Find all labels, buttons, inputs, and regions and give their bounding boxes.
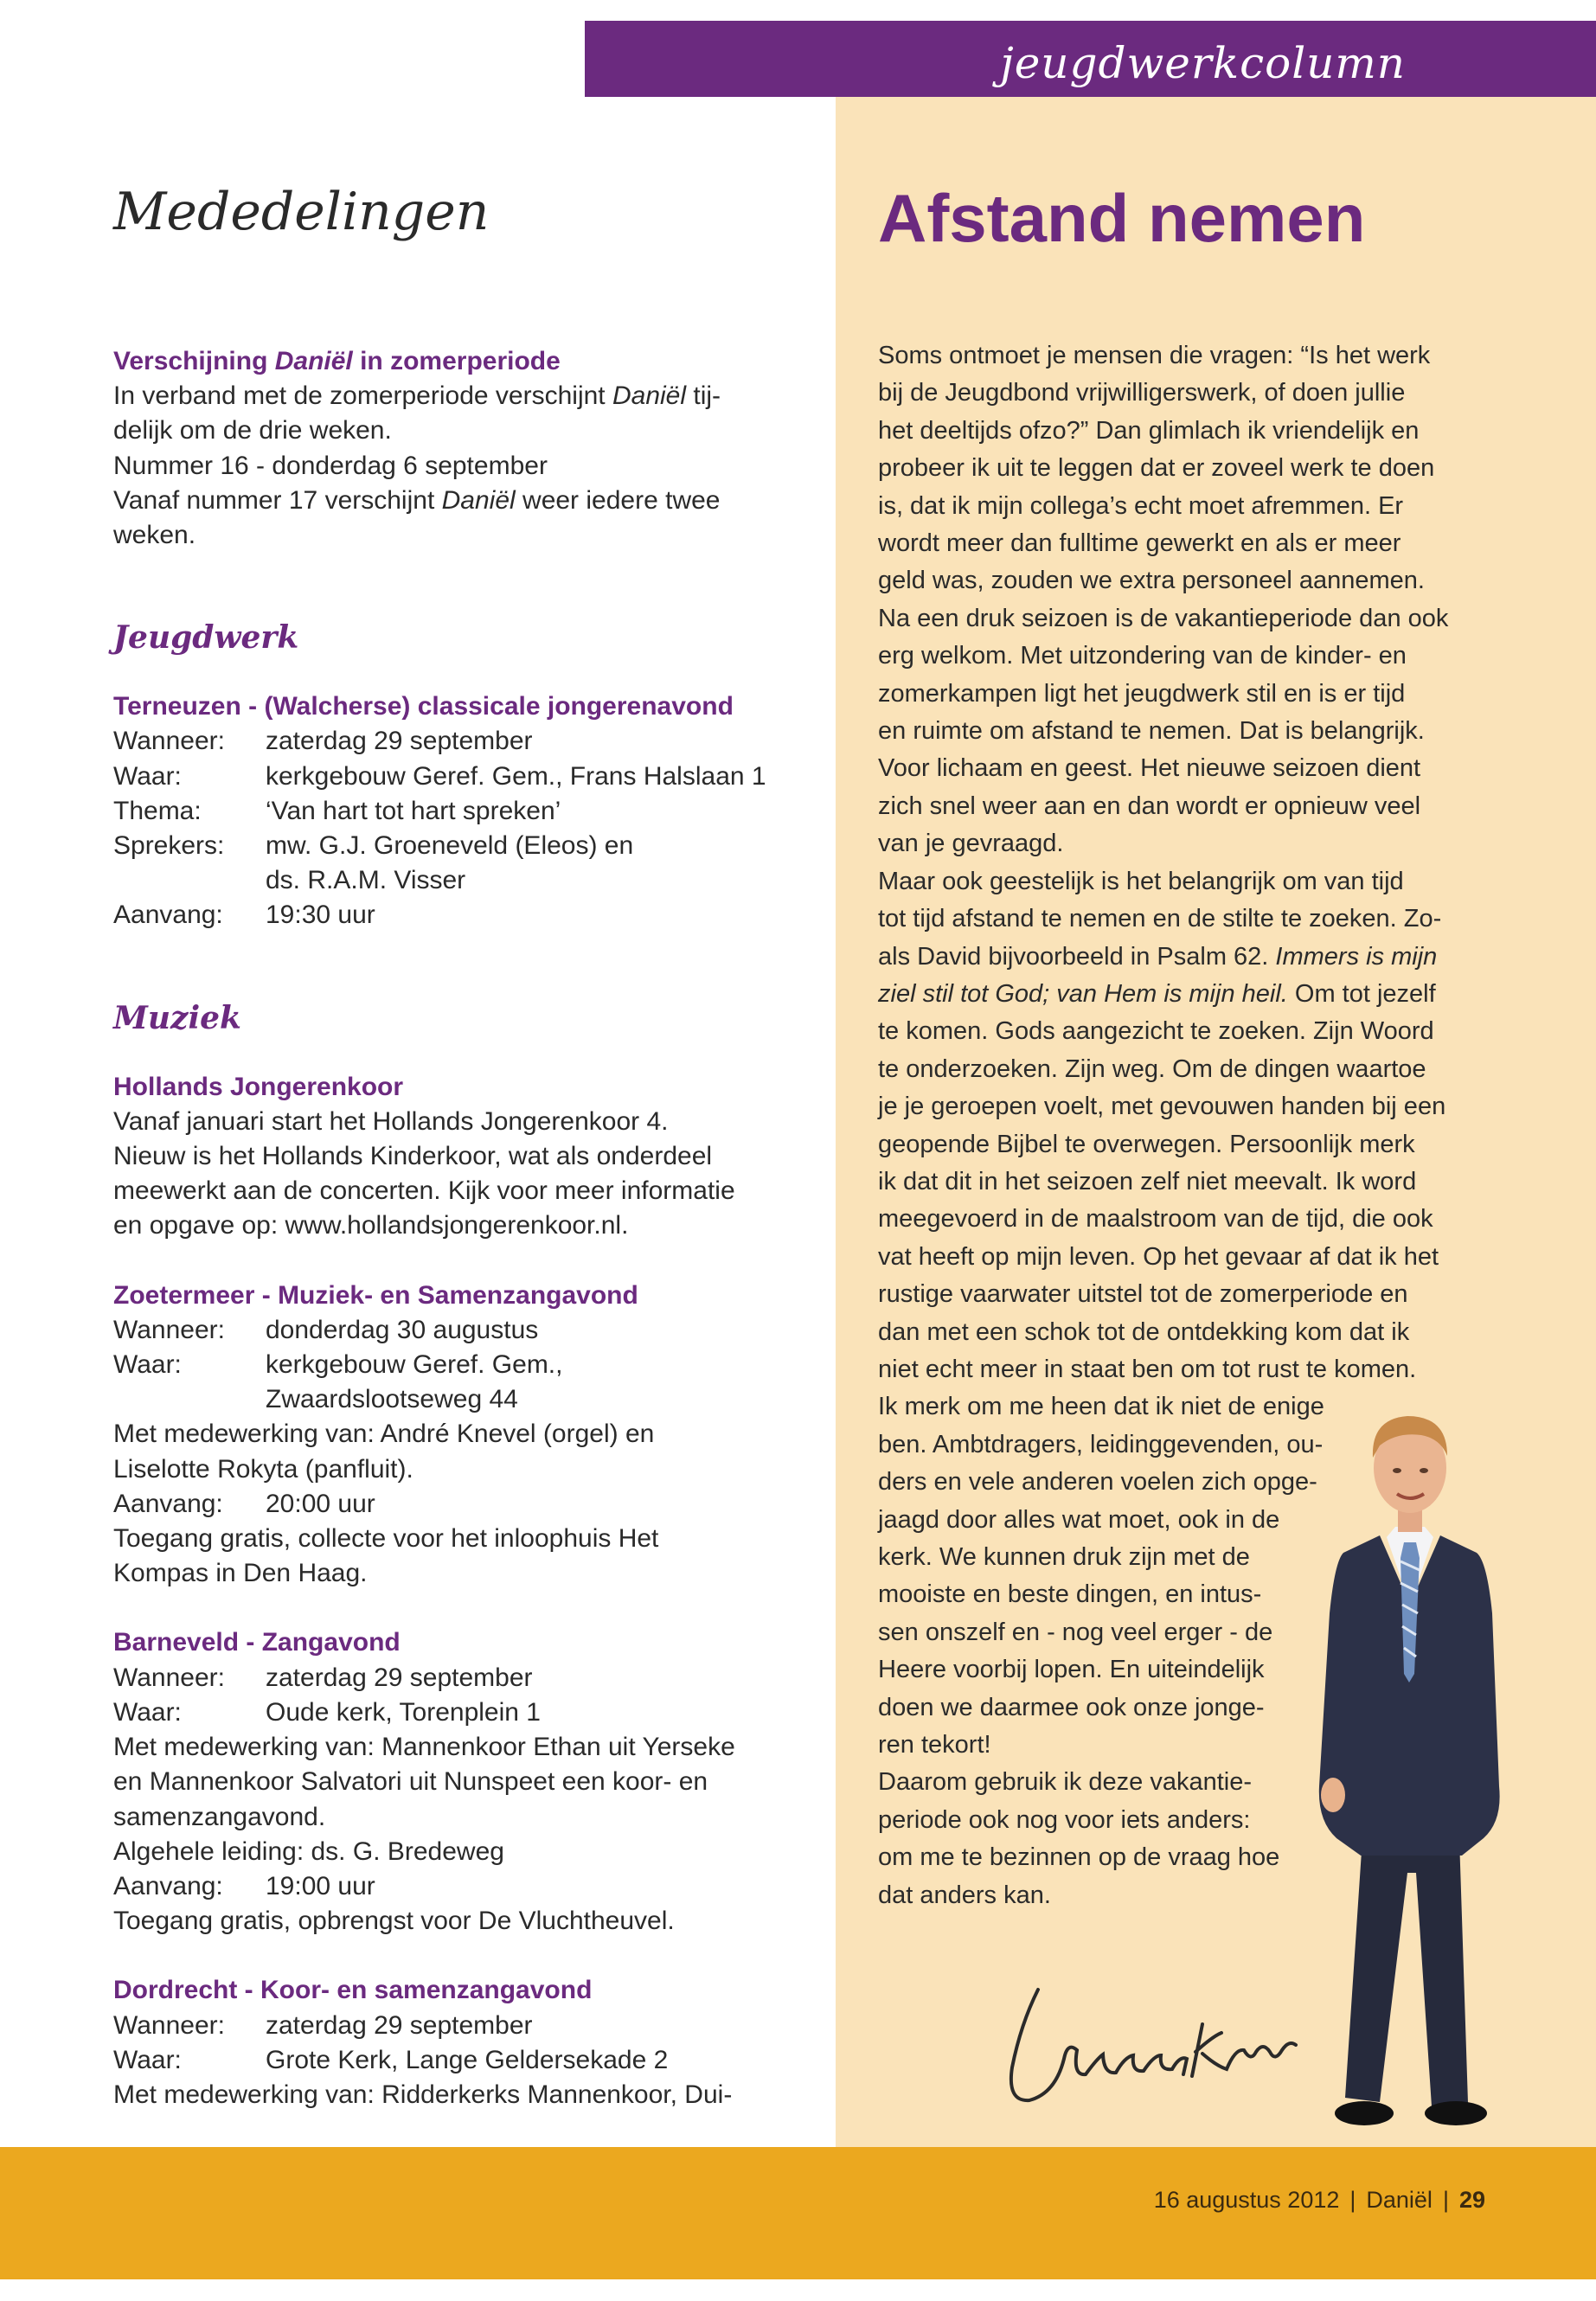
event-line: Toegang gratis, opbrengst voor De Vluchtheuvel. [113,1907,675,1936]
event-title-jongerenkoor: Hollands Jongerenkoor [113,1072,404,1101]
article-line: te komen. Gods aangezicht te zoeken. Zijn Woord [878,1017,1434,1046]
event-line: Toegang gratis, collecte voor het inloophuis Het [113,1524,659,1554]
article-line: periode ook nog voor iets anders: [878,1805,1251,1834]
event-detail-row: Waar: kerkgebouw Geref. Gem., Frans Halslaan 1 [113,761,766,791]
article-line: van je gevraagd. [878,830,1064,858]
event-detail-row: Aanvang: 19:00 uur [113,1871,375,1900]
author-photo [1311,1388,1509,2141]
article-line: niet echt meer in staat ben om tot rust te komen. [878,1355,1417,1383]
article-line: Maar ook geestelijk is het belangrijk om van tijd [878,867,1404,895]
article-line: erg welkom. Met uitzondering van de kinder- en [878,642,1407,670]
article-line: meegevoerd in de maalstroom van de tijd, die ook [878,1205,1433,1234]
article-line: dat anders kan. [878,1881,1051,1909]
article-line: Soms ontmoet je mensen die vragen: “Is het werk [878,342,1431,369]
article-line: is, dat ik mijn collega’s echt moet afremmen. Er [878,491,1404,520]
event-line: Kompas in Den Haag. [113,1559,368,1588]
article-line: mooiste en beste dingen, en intus- [878,1580,1262,1609]
page-footer [0,2147,1596,2279]
notice-line: In verband met de zomerperiode verschijnt Daniël tij- [113,381,721,411]
section-heading-muziek: Muziek [113,999,241,1036]
event-detail-row: Waar: kerkgebouw Geref. Gem., [113,1350,563,1380]
event-line: meewerkt aan de concerten. Kijk voor meer informatie [113,1176,735,1206]
article-line: en ruimte om afstand te nemen. Dat is belangrijk. [878,717,1425,746]
event-detail-row: ds. R.A.M. Visser [266,866,466,895]
article-line: te onderzoeken. Zijn weg. Om de dingen waartoe [878,1054,1426,1083]
article-line: ders en vele anderen voelen zich opge- [878,1468,1317,1497]
section-heading-jeugdwerk: Jeugdwerk [113,619,299,657]
article-line: het deeltijds ofzo?” Dan glimlach ik vriendelijk en [878,416,1420,445]
notice-line: weken. [113,521,196,550]
article-line: om me te bezinnen op de vraag hoe [878,1843,1280,1872]
article-line: probeer ik uit te leggen dat er zoveel werk te doen [878,454,1435,483]
article-line: sen onszelf en - nog veel erger - de [878,1618,1273,1646]
article-line: Ik merk om me heen dat ik niet de enige [878,1393,1324,1421]
event-detail-row: Sprekers: mw. G.J. Groeneveld (Eleos) en [113,831,634,861]
article-line: tot tijd afstand te nemen en de stilte te zoeken. Zo- [878,905,1442,933]
column-label: jeugdwerkcolumn [1000,38,1406,88]
event-line: samenzangavond. [113,1802,326,1831]
event-line: Nieuw is het Hollands Kinderkoor, wat als onderdeel [113,1142,713,1171]
article-line: ik dat dit in het seizoen zelf niet meevalt. Ik word [878,1167,1417,1195]
article-line: ziel stil tot God; van Hem is mijn heil. Om tot jezelf [878,979,1436,1008]
article-line: rustige vaarwater uitstel tot de zomerperiode en [878,1280,1408,1309]
event-line: Liselotte Rokyta (panfluit). [113,1454,413,1484]
announcements-title: Mededelingen [113,182,490,242]
article-line: ren tekort! [878,1731,991,1759]
event-line: Vanaf januari start het Hollands Jongerenkoor 4. [113,1106,669,1136]
event-detail-row: Wanneer: zaterdag 29 september [113,2010,533,2040]
page-number: 29 [1458,2187,1485,2213]
article-line: vat heeft op mijn leven. Op het gevaar af dat ik het [878,1242,1439,1271]
event-detail-row: Aanvang: 19:30 uur [113,901,375,930]
event-title-terneuzen: Terneuzen - (Walcherse) classicale jongerenavond [113,692,734,721]
author-signature [995,1972,1306,2128]
event-line: Met medewerking van: Ridderkerks Mannenkoor, Dui- [113,2080,733,2109]
article-line: Daarom gebruik ik deze vakantie- [878,1768,1252,1797]
article-line: je je geroepen voelt, met gevouwen handen bij een [878,1093,1446,1121]
article-line: zomerkampen ligt het jeugdwerk stil en is er tijd [878,679,1406,708]
event-detail-row: Waar: Grote Kerk, Lange Geldersekade 2 [113,2045,669,2074]
event-detail-row: Wanneer: zaterdag 29 september [113,1663,533,1692]
article-line: wordt meer dan fulltime gewerkt en als er meer [878,529,1401,558]
notice-line: Vanaf nummer 17 verschijnt Daniël weer iedere twee [113,485,721,515]
event-detail-row: Wanneer: zaterdag 29 september [113,727,533,756]
article-line: kerk. We kunnen druk zijn met de [878,1543,1250,1571]
article-line: dan met een schok tot de ontdekking kom dat ik [878,1317,1410,1346]
event-line: Met medewerking van: André Knevel (orgel) en [113,1420,655,1449]
magazine-name: Daniël [1366,2187,1433,2213]
article-line: bij de Jeugdbond vrijwilligerswerk, of doen jullie [878,379,1406,407]
event-line: en Mannenkoor Salvatori uit Nunspeet een koor- en [113,1767,708,1797]
notice-heading: Verschijning Daniël in zomerperiode [113,347,561,375]
event-title-dordrecht: Dordrecht - Koor- en samenzangavond [113,1976,593,2005]
article-line: zich snel weer aan en dan wordt er opnieuw veel [878,792,1421,820]
notice-line: Nummer 16 - donderdag 6 september [113,451,548,480]
article-line: jaagd door alles wat moet, ook in de [878,1505,1280,1534]
event-title-barneveld: Barneveld - Zangavond [113,1628,401,1657]
event-line: Algehele leiding: ds. G. Bredeweg [113,1836,504,1866]
article-line: doen we daarmee ook onze jonge- [878,1693,1265,1721]
article-line: geld was, zouden we extra personeel aannemen. [878,567,1425,595]
column-banner [585,21,1596,97]
event-detail-row: Waar: Oude kerk, Torenplein 1 [113,1697,541,1727]
announcements-column [113,344,788,2112]
event-detail-row: Wanneer: donderdag 30 augustus [113,1315,539,1344]
article-title: Afstand nemen [878,180,1366,256]
event-detail-row: Aanvang: 20:00 uur [113,1489,375,1518]
footer-info: 16 augustus 2012 | Daniël | 29 [1153,2187,1485,2213]
article-line: Voor lichaam en geest. Het nieuwe seizoen dient [878,754,1421,783]
issue-date: 16 augustus 2012 [1153,2187,1340,2213]
article-line: geopende Bijbel te overwegen. Persoonlijk merk [878,1130,1415,1158]
article-line: als David bijvoorbeeld in Psalm 62. Immers is mijn [878,942,1438,971]
event-detail-row: Thema: ‘Van hart tot hart spreken’ [113,796,561,825]
event-line: Met medewerking van: Mannenkoor Ethan uit Yerseke [113,1733,735,1762]
article-line: ben. Ambtdragers, leidinggevenden, ou- [878,1430,1324,1458]
event-detail-row: Zwaardslootseweg 44 [266,1385,518,1414]
event-title-zoetermeer: Zoetermeer - Muziek- en Samenzangavond [113,1280,638,1310]
event-line: en opgave op: www.hollandsjongerenkoor.nl. [113,1211,629,1240]
article-line: Heere voorbij lopen. En uiteindelijk [878,1656,1265,1684]
notice-line: delijk om de drie weken. [113,416,392,445]
article-line: Na een druk seizoen is de vakantieperiode dan ook [878,604,1449,632]
